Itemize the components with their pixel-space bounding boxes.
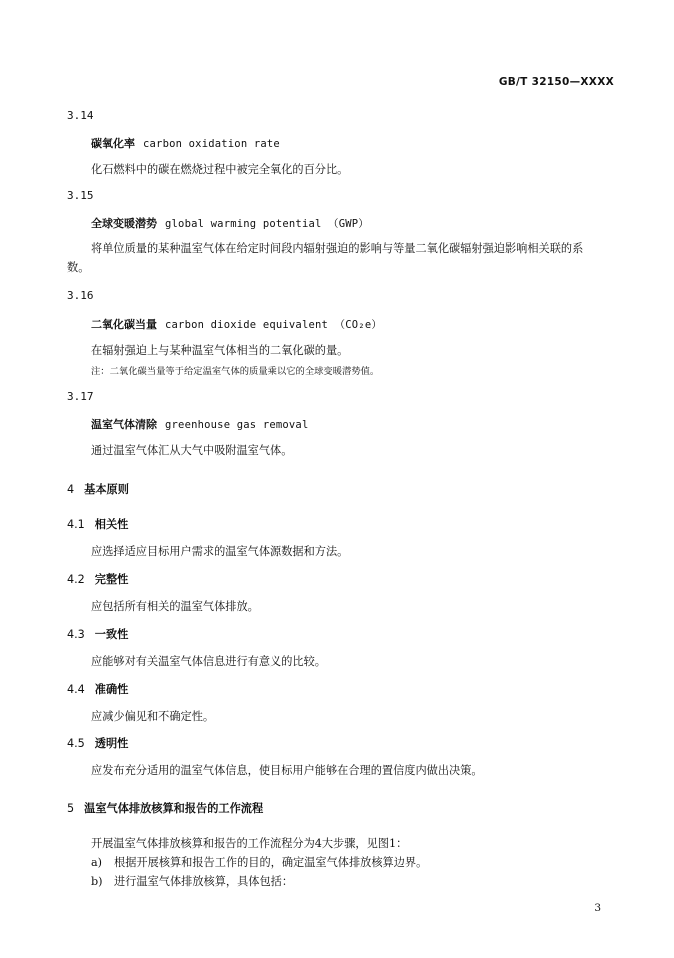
list-item — [91, 854, 427, 870]
section-heading — [67, 481, 129, 497]
clause-title: 相关性 — [94, 518, 129, 531]
clause-number: 4.3 — [67, 628, 85, 641]
list-marker: a) — [91, 856, 103, 869]
term-definition: 在辐射强迫上与某种温室气体相当的二氧化碳的量。 — [91, 344, 349, 357]
clause-heading — [67, 571, 128, 587]
clause-heading — [67, 681, 128, 697]
term-heading — [91, 316, 382, 332]
clause-number: 4.1 — [67, 518, 85, 531]
clause-title: 准确性 — [94, 683, 129, 696]
clause-text: 应减少偏见和不确定性。 — [91, 710, 215, 723]
section-title: 温室气体排放核算和报告的工作流程 — [84, 802, 264, 815]
list-text: 根据开展核算和报告工作的目的，确定温室气体排放核算边界。 — [114, 856, 428, 869]
term-number: 3.17 — [67, 390, 94, 403]
clause-number: 4.2 — [67, 573, 85, 586]
section-number: 4 — [67, 483, 75, 496]
clause-title: 完整性 — [94, 573, 129, 586]
clause-text: 应选择适应目标用户需求的温室气体源数据和方法。 — [91, 545, 349, 558]
list-item — [91, 873, 293, 889]
clause-heading — [67, 516, 128, 532]
term-chinese: 温室气体清除 — [91, 418, 157, 431]
term-number: 3.15 — [67, 189, 94, 202]
page-number: 3 — [594, 902, 601, 914]
term-definition: 化石燃料中的碳在燃烧过程中被完全氧化的百分比。 — [91, 163, 349, 176]
section-title: 基本原则 — [84, 483, 129, 496]
term-english: greenhouse gas removal — [165, 419, 309, 431]
list-text: 进行温室气体排放核算，具体包括： — [114, 875, 294, 888]
clause-heading — [67, 735, 128, 751]
clause-title: 一致性 — [94, 628, 129, 641]
clause-number: 4.4 — [67, 683, 85, 696]
clause-text: 应包括所有相关的温室气体排放。 — [91, 600, 259, 613]
term-chinese: 全球变暖潜势 — [91, 217, 157, 230]
term-chinese: 二氧化碳当量 — [91, 318, 157, 331]
term-heading — [91, 135, 280, 151]
clause-text: 应能够对有关温室气体信息进行有意义的比较。 — [91, 655, 326, 668]
list-marker: b) — [91, 875, 103, 888]
term-definition: 通过温室气体汇从大气中吸附温室气体。 — [91, 444, 293, 457]
term-heading — [91, 215, 369, 231]
term-definition: 将单位质量的某种温室气体在给定时间段内辐射强迫的影响与等量二氧化碳辐射强迫影响相关联的系数。 — [67, 242, 584, 274]
term-english: global warming potential （GWP） — [165, 218, 370, 230]
term-english: carbon dioxide equivalent （CO₂e） — [165, 319, 383, 331]
term-chinese: 碳氧化率 — [91, 137, 135, 150]
section-intro: 开展温室气体排放核算和报告的工作流程分为4大步骤，见图1： — [91, 837, 408, 850]
section-number: 5 — [67, 802, 75, 815]
clause-heading — [67, 626, 128, 642]
standard-number: GB/T 32150—XXXX — [498, 76, 614, 88]
term-note: 注：二氧化碳当量等于给定温室气体的质量乘以它的全球变暖潜势值。 — [91, 366, 380, 377]
term-number: 3.14 — [67, 109, 94, 122]
section-heading — [67, 800, 263, 816]
clause-text: 应发布充分适用的温室气体信息，使目标用户能够在合理的置信度内做出决策。 — [91, 764, 483, 777]
term-english: carbon oxidation rate — [143, 138, 280, 150]
term-number: 3.16 — [67, 289, 94, 302]
clause-number: 4.5 — [67, 737, 85, 750]
clause-title: 透明性 — [94, 737, 129, 750]
term-heading — [91, 416, 308, 432]
